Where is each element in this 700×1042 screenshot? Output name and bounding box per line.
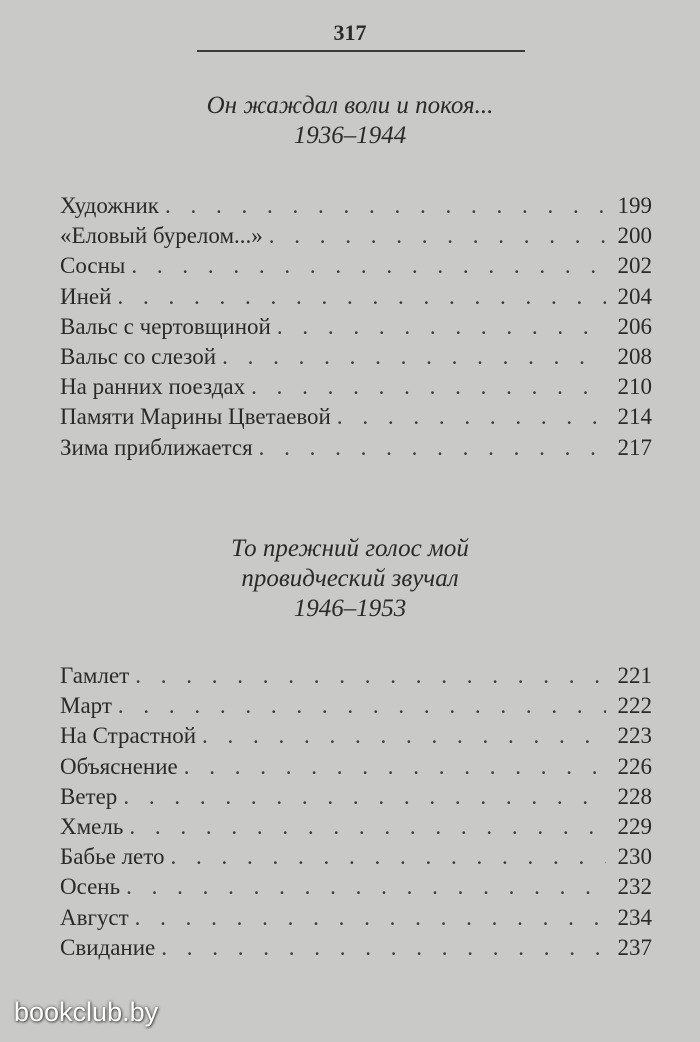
entry-title: Хмель (60, 813, 124, 839)
entry-page: 214 (617, 404, 652, 430)
dot-leader (269, 221, 606, 251)
entry-page: 229 (617, 813, 652, 839)
entry-title: Ветер (60, 783, 118, 809)
dot-leader (171, 842, 607, 872)
entry-page: 202 (617, 253, 652, 279)
dot-leader (123, 782, 606, 812)
entry-page: 230 (617, 844, 652, 870)
dot-leader (117, 282, 606, 312)
page-number: 317 (333, 20, 367, 45)
toc-entry (60, 661, 652, 691)
entry-page: 210 (617, 374, 652, 400)
entry-title: Август (60, 904, 129, 930)
entry-title: Объяснение (60, 753, 178, 779)
entry-title: «Еловый бурелом...» (60, 223, 263, 249)
entry-title: На Страстной (60, 723, 197, 749)
toc-entry (60, 372, 652, 402)
entry-title: Март (60, 693, 112, 719)
section-title-line: провидческий звучал (241, 565, 459, 592)
entry-page: 199 (617, 193, 652, 218)
entry-title: На ранних поездах (60, 374, 246, 400)
section-years: 1946–1953 (293, 595, 407, 622)
dot-leader (118, 691, 606, 721)
entry-page: 206 (617, 313, 652, 339)
toc-entry (60, 903, 652, 933)
toc-entry (60, 872, 652, 902)
entry-title: Осень (60, 874, 121, 900)
dot-leader (126, 872, 606, 902)
entry-title: Вальс со слезой (60, 343, 217, 369)
section-years: 1936–1944 (293, 122, 407, 149)
toc-entry (60, 782, 652, 812)
entry-page: 221 (617, 663, 652, 688)
entry-page: 222 (617, 693, 652, 719)
entry-page: 234 (617, 904, 652, 930)
entry-title: Бабье лето (60, 844, 165, 870)
dot-leader (202, 721, 606, 751)
header-rule (197, 50, 525, 52)
entry-page: 200 (617, 223, 652, 249)
section-title-line: Он жаждал воли и покоя... (206, 92, 494, 119)
entry-page: 228 (617, 783, 652, 809)
toc-list (60, 191, 652, 463)
entry-page: 226 (617, 753, 652, 779)
entry-title: Иней (60, 283, 112, 309)
entry-title: Памяти Марины Цветаевой (60, 404, 331, 430)
toc-entry (60, 721, 652, 751)
entry-title: Гамлет (60, 663, 130, 688)
entry-title: Художник (60, 193, 159, 218)
dot-leader (131, 251, 606, 281)
dot-leader (251, 372, 606, 402)
dot-leader (277, 312, 606, 342)
toc-entry (60, 312, 652, 342)
entry-title: Зима приближается (60, 434, 253, 460)
dot-leader (165, 191, 606, 221)
dot-leader (222, 342, 606, 372)
dot-leader (259, 433, 606, 463)
entry-page: 204 (617, 283, 652, 309)
toc-list (60, 661, 652, 963)
section-title-line: То прежний голос мой (231, 535, 469, 562)
watermark: bookclub.by (14, 997, 159, 1027)
dot-leader (129, 812, 606, 842)
toc-entry (60, 842, 652, 872)
dot-leader (184, 752, 606, 782)
entry-page: 237 (617, 934, 652, 960)
toc-entry (60, 933, 652, 963)
toc-entry (60, 752, 652, 782)
section-heading (0, 534, 700, 624)
toc-entry (60, 342, 652, 372)
entry-title: Свидание (60, 934, 156, 960)
entry-page: 217 (617, 434, 652, 460)
toc-entry (60, 812, 652, 842)
toc-entry (60, 282, 652, 312)
toc-entry (60, 191, 652, 221)
toc-entry (60, 433, 652, 463)
dot-leader (135, 661, 606, 691)
entry-page: 232 (617, 874, 652, 900)
entry-title: Вальс с чертовщиной (60, 313, 271, 339)
dot-leader (135, 903, 606, 933)
entry-page: 223 (617, 723, 652, 749)
toc-entry (60, 221, 652, 251)
toc-entry (60, 402, 652, 432)
toc-entry (60, 251, 652, 281)
toc-entry (60, 691, 652, 721)
dot-leader (161, 933, 606, 963)
entry-page: 208 (617, 343, 652, 369)
entry-title: Сосны (60, 253, 126, 279)
dot-leader (337, 402, 606, 432)
section-heading (0, 91, 700, 151)
